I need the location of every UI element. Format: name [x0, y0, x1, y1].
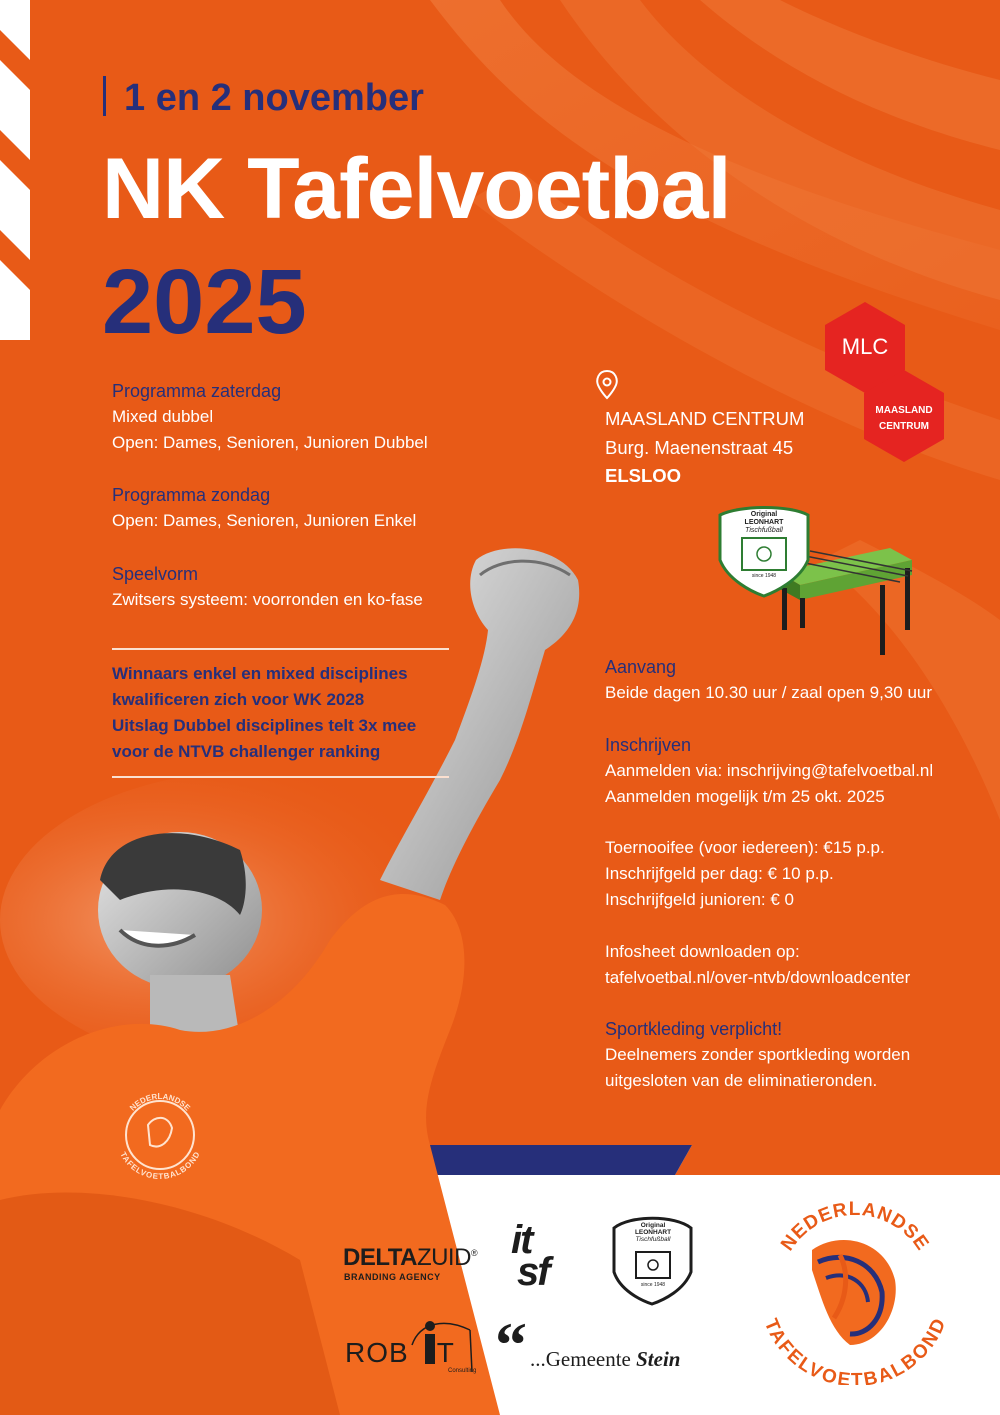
table-badge-line: Original [750, 511, 778, 518]
program-sunday [112, 482, 416, 534]
winners-line: voor de NTVB challenger ranking [112, 742, 381, 761]
venue-name: MAASLAND CENTRUM [605, 408, 805, 429]
program-line: Mixed dubbel [112, 407, 214, 426]
winners-line: Uitslag Dubbel disciplines telt 3x mee [112, 716, 417, 735]
mlc-logo-text: MLC [841, 334, 889, 359]
fee-line: Toernooifee (voor iedereen): €15 p.p. [605, 838, 885, 857]
event-date [103, 76, 424, 120]
program-saturday-heading: Programma zaterdag [112, 381, 282, 401]
leonhart-logo-text [618, 1222, 688, 1243]
federation-logo-text [760, 1195, 950, 1385]
clothing-heading: Sportkleding verplicht! [605, 1019, 783, 1039]
clothing-line: Deelnemers zonder sportkleding worden [605, 1045, 911, 1064]
game-format [112, 561, 423, 613]
gemeente-stein-logo [530, 1347, 680, 1372]
leonhart-since: since 1948 [640, 1282, 666, 1288]
venue-city: ELSLOO [605, 465, 682, 486]
svg-text:NEDERLANDSE [128, 1092, 192, 1113]
itsf-logo-line: sf [517, 1250, 549, 1294]
download-link: tafelvoetbal.nl/over-ntvb/downloadcenter [605, 968, 911, 987]
start-heading: Aanvang [605, 657, 677, 677]
svg-text:NEDERLANDSE [777, 1199, 933, 1255]
clothing-block [605, 1016, 910, 1094]
deltazuid-part: DELTA [343, 1244, 417, 1271]
start-time-block [605, 654, 932, 706]
register-heading: Inschrijven [605, 735, 692, 755]
robit-sub: Consulting [448, 1368, 477, 1374]
robit-part: T [436, 1337, 455, 1368]
date-accent-bar [103, 76, 106, 116]
robit-part: ROB [345, 1337, 409, 1368]
winners-note [112, 661, 416, 765]
fees-block [605, 835, 885, 913]
fee-line: Inschrijfgeld junioren: € 0 [605, 890, 795, 909]
robit-logo [345, 1337, 455, 1369]
deltazuid-sub: BRANDING AGENCY [344, 1272, 441, 1282]
federation-name-top: NEDERLANDSE [777, 1199, 933, 1255]
mlc-logo-subtext-line: MAASLAND [875, 405, 933, 416]
deltazuid-mark: ® [470, 1248, 478, 1258]
shirt-crest-top: NEDERLANDSE [128, 1092, 192, 1113]
fee-line: Inschrijfgeld per dag: € 10 p.p. [605, 864, 834, 883]
divider-top [112, 648, 449, 650]
table-badge-line: LEONHART [744, 519, 784, 526]
leonhart-logo-line: Original [640, 1222, 666, 1229]
winners-line: kwalificeren zich voor WK 2028 [112, 690, 365, 709]
event-year: 2025 [102, 251, 307, 353]
event-date-text: 1 en 2 november [124, 77, 424, 119]
clothing-line: uitgesloten van de eliminatieronden. [605, 1071, 878, 1090]
download-line: Infosheet downloaden op: [605, 942, 800, 961]
deltazuid-part: ZUID [416, 1244, 471, 1271]
venue-address [605, 405, 804, 491]
program-sunday-heading: Programma zondag [112, 485, 271, 505]
table-badge-since: since 1948 [751, 573, 777, 579]
itsf-logo-line: it [511, 1218, 532, 1262]
game-format-line: Zwitsers systeem: voorronden en ko-fase [112, 590, 423, 609]
register-line: Aanmelden via: inschrijving@tafelvoetbal.nl [605, 761, 934, 780]
mlc-logo-subtext-line: CENTRUM [879, 421, 929, 432]
download-block [605, 939, 910, 991]
gemeente-part: Stein [636, 1347, 681, 1371]
start-line: Beide dagen 10.30 uur / zaal open 9,30 uur [605, 683, 933, 702]
mlc-logo-subtext [864, 403, 944, 435]
event-title: NK Tafelvoetbal [102, 141, 731, 237]
venue-street: Burg. Maenenstraat 45 [605, 436, 794, 458]
itsf-logo [511, 1218, 549, 1294]
leonhart-logo-line: Tischfußball [635, 1236, 671, 1243]
leonhart-logo-line: LEONHART [634, 1229, 672, 1236]
program-saturday [112, 378, 428, 456]
divider-bottom [112, 776, 449, 778]
federation-name-bottom: TAFELVOETBALBOND [760, 1315, 950, 1385]
svg-text:TAFELVOETBALBOND [760, 1316, 950, 1385]
svg-text:TAFELVOETBALBOND [119, 1150, 202, 1179]
game-format-heading: Speelvorm [112, 564, 199, 584]
table-badge-line: Tischfußball [745, 527, 783, 534]
gemeente-part: ...Gemeente [530, 1347, 637, 1371]
registration-block [605, 732, 933, 810]
location-pin-icon [597, 371, 616, 398]
program-line: Open: Dames, Senioren, Junioren Enkel [112, 511, 417, 530]
program-line: Open: Dames, Senioren, Junioren Dubbel [112, 433, 428, 452]
gemeente-quote-icon: “ [495, 1309, 527, 1380]
shirt-crest-text [116, 1091, 204, 1179]
register-line: Aanmelden mogelijk t/m 25 okt. 2025 [605, 787, 885, 806]
winners-line: Winnaars enkel en mixed disciplines [112, 664, 408, 683]
table-badge-text [724, 511, 804, 535]
shirt-crest-bottom: TAFELVOETBALBOND [118, 1150, 202, 1179]
deltazuid-logo [343, 1244, 477, 1272]
